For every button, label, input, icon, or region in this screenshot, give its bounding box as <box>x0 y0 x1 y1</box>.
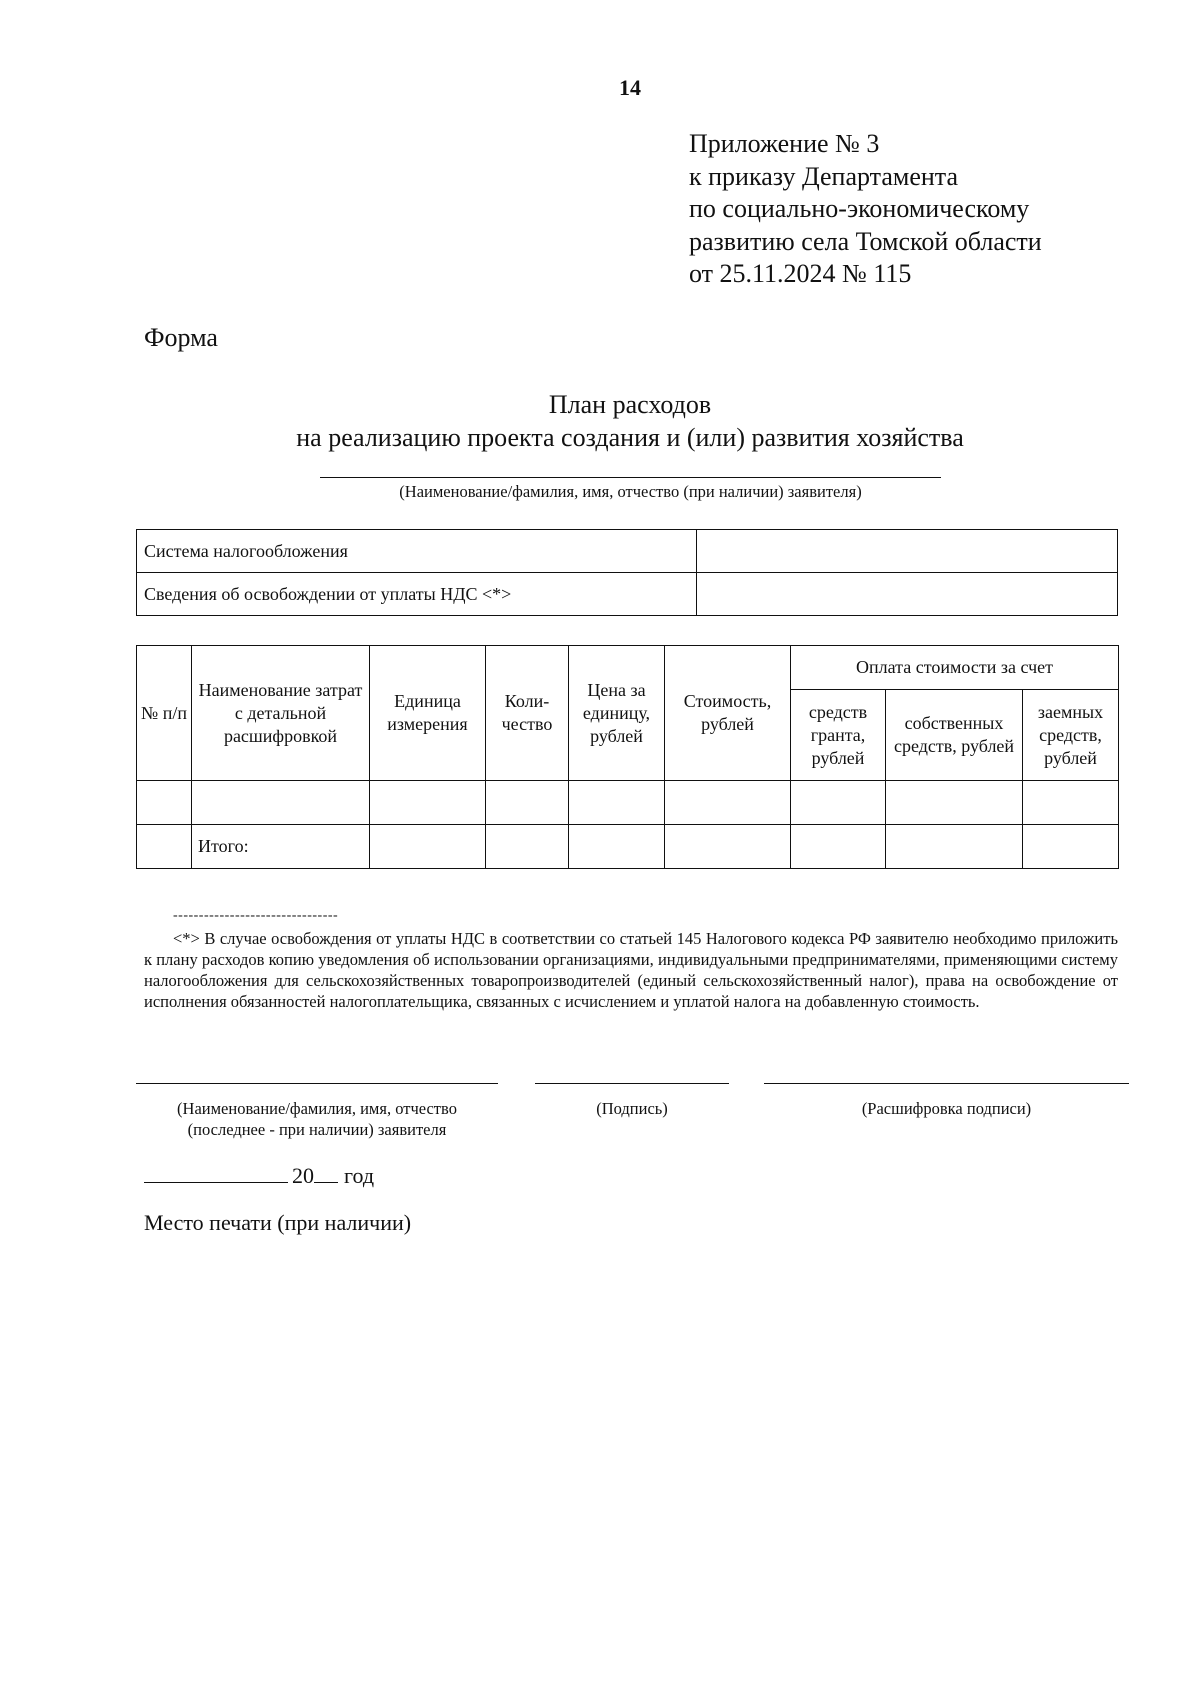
header-cost: Стоимость, рублей <box>665 646 791 781</box>
applicant-name-caption: (Наименование/фамилия, имя, отчество (при наличии) заявителя) <box>399 482 862 501</box>
table-cell[interactable] <box>886 781 1023 825</box>
table-cell[interactable] <box>791 781 886 825</box>
year-label: год <box>344 1163 375 1188</box>
table-cell[interactable] <box>370 781 486 825</box>
table-cell[interactable] <box>370 825 486 869</box>
header-expense-name: Наименование затрат с детальной расшифровкой <box>192 646 370 781</box>
caption-line: (последнее - при наличии) заявителя <box>187 1120 447 1139</box>
vat-exemption-value-cell[interactable] <box>697 573 1118 616</box>
seal-label: Место печати (при наличии) <box>144 1210 412 1235</box>
tax-info-table <box>136 529 1118 616</box>
appendix-line: к приказу Департамента <box>689 161 959 191</box>
appendix-line: развитию села Томской области <box>689 226 1042 256</box>
table-cell[interactable] <box>665 825 791 869</box>
header-unit: Единица измерения <box>370 646 486 781</box>
caption-line: (Наименование/фамилия, имя, отчество <box>177 1099 457 1118</box>
expense-plan-table <box>136 645 1119 869</box>
header-own-funds: собственных средств, рублей <box>886 690 1023 781</box>
tax-system-label: Система налогообложения <box>137 530 697 573</box>
applicant-signature-caption <box>136 1098 498 1140</box>
vat-exemption-label: Сведения об освобождении от уплаты НДС <*> <box>137 573 697 616</box>
page-number: 14 <box>619 75 641 100</box>
table-cell[interactable] <box>137 781 192 825</box>
date-row <box>144 1163 374 1189</box>
header-unit-price: Цена за единицу, рублей <box>569 646 665 781</box>
signature-caption: (Подпись) <box>596 1099 668 1118</box>
table-cell[interactable] <box>1023 825 1119 869</box>
year-prefix: 20 <box>292 1163 314 1188</box>
table-cell[interactable] <box>886 825 1023 869</box>
header-quantity: Коли-чество <box>486 646 569 781</box>
table-row <box>137 530 1118 573</box>
table-cell[interactable] <box>569 825 665 869</box>
table-cell <box>137 825 192 869</box>
appendix-block <box>689 128 1042 291</box>
footnote-separator: -------------------------------- <box>173 908 339 923</box>
signature-decoding-caption: (Расшифровка подписи) <box>861 1099 1032 1118</box>
table-cell[interactable] <box>192 781 370 825</box>
header-borrowed-funds: заемных средств, рублей <box>1023 690 1119 781</box>
document-title <box>144 388 1116 454</box>
table-row <box>137 781 1119 825</box>
signature-field[interactable] <box>535 1083 729 1084</box>
signature-decoding-field[interactable] <box>764 1083 1129 1084</box>
date-day-month-field[interactable] <box>144 1182 288 1183</box>
header-payment-group: Оплата стоимости за счет <box>791 646 1119 690</box>
form-label: Форма <box>144 323 218 352</box>
table-cell[interactable] <box>569 781 665 825</box>
appendix-line: Приложение № 3 <box>689 129 880 158</box>
table-row <box>137 573 1118 616</box>
table-cell[interactable] <box>665 781 791 825</box>
applicant-name-field[interactable] <box>320 477 941 478</box>
title-line-1: План расходов <box>548 390 712 419</box>
table-cell[interactable] <box>791 825 886 869</box>
table-cell[interactable] <box>486 781 569 825</box>
year-suffix-field[interactable] <box>314 1182 338 1183</box>
total-label: Итого: <box>192 825 370 869</box>
title-line-2: на реализацию проекта создания и (или) развития хозяйства <box>296 423 964 452</box>
table-cell[interactable] <box>1023 781 1119 825</box>
applicant-signature-name-field[interactable] <box>136 1083 498 1084</box>
appendix-line: по социально-экономическому <box>689 194 1030 223</box>
header-num: № п/п <box>137 646 192 781</box>
tax-system-value-cell[interactable] <box>697 530 1118 573</box>
header-grant-funds: средств гранта, рублей <box>791 690 886 781</box>
footnote-text: <*> В случае освобождения от уплаты НДС в соответствии со статьей 145 Налогового кодекса РФ заявителю необходимо приложить к плану расходов копию уведомления об использовании организациями, индивидуальными предпринимателями, применяющими систему налогообложения для сельскохозяйственных товаропроизводителей (единый сельскохозяйственный налог), права на освобождение от исполнения обязанностей налогоплательщика, связанных с исчислением и уплатой налога на добавленную стоимость. <box>144 929 1118 1011</box>
total-row <box>137 825 1119 869</box>
table-cell[interactable] <box>486 825 569 869</box>
appendix-line: от 25.11.2024 № 115 <box>689 259 912 288</box>
